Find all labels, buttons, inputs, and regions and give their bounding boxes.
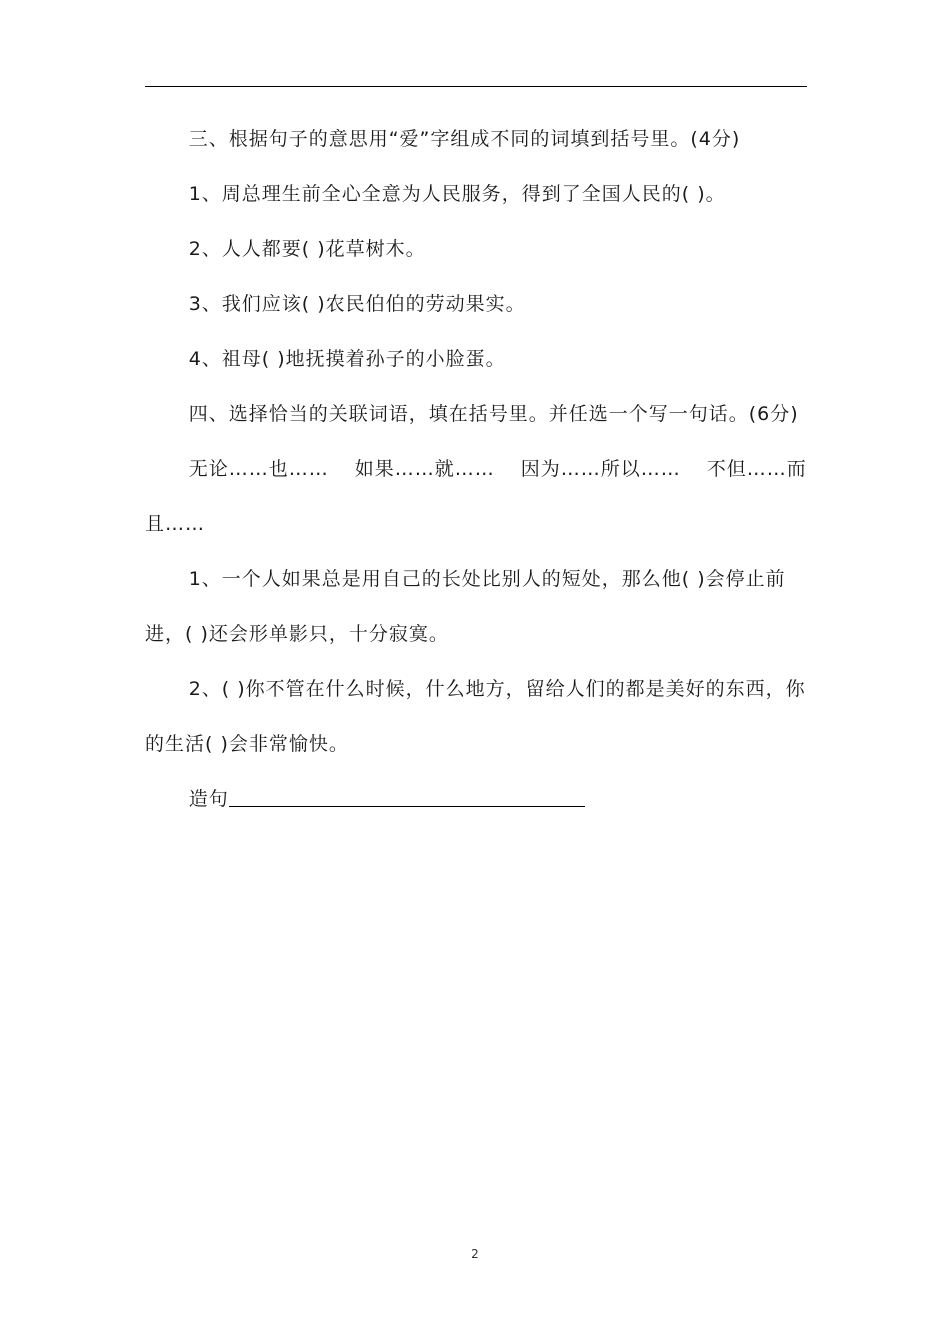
header-rule [145,86,807,87]
section-3-heading: 三、根据句子的意思用“爱”字组成不同的词填到括号里。(4分) [188,128,741,150]
sentence-label: 造句 [188,788,229,810]
section-3-item-4: 4、祖母( )地抚摸着孙子的小脸蛋。 [188,348,506,370]
section-3-item-2: 2、人人都要( )花草树木。 [188,238,426,260]
sentence-row [145,772,807,827]
section-4-item-2: 2、( )你不管在什么时候，什么地方，留给人们的都是美好的东西，你的生活( )会非常愉快。 [145,678,806,755]
section-4-heading: 四、选择恰当的关联词语，填在括号里。并任选一个写一句话。(6分) [188,403,799,425]
section-3-item-3: 3、我们应该( )农民伯伯的劳动果实。 [188,293,526,315]
sentence-blank-line [229,784,585,807]
conjunction-option: 不但……而且…… [145,458,807,535]
page-body [145,112,807,827]
conjunction-option: 因为……所以…… [520,458,681,480]
page-number: 2 [471,1247,479,1261]
conjunction-options [145,442,807,552]
conjunction-option: 无论……也…… [188,458,329,480]
section-4-item-1: 1、一个人如果总是用自己的长处比别人的短处，那么他( )会停止前进，( )还会形单影只，十分寂寞。 [145,568,786,645]
section-3-item-1: 1、周总理生前全心全意为人民服务，得到了全国人民的( )。 [188,183,726,205]
conjunction-option: 如果……就…… [354,458,495,480]
